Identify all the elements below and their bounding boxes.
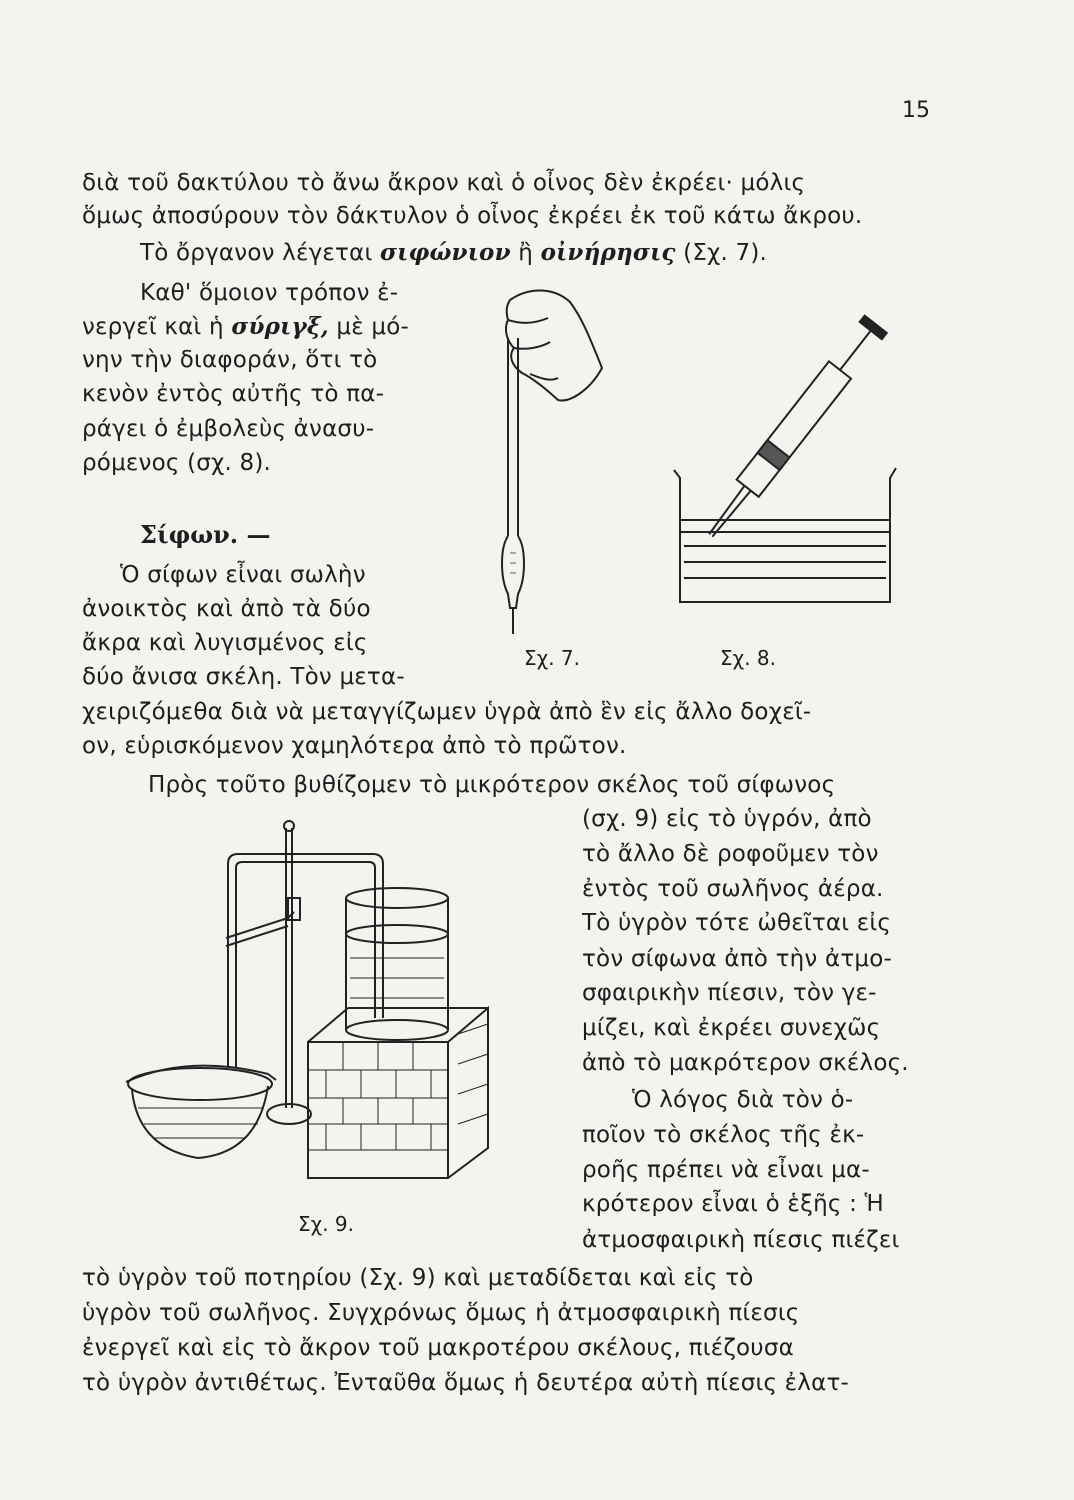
- text-line: Τὸ ὑγρὸν τότε ὠθεῖται εἰς: [582, 910, 892, 936]
- text-line: δύο ἄνισα σκέλη. Τὸν μετα-: [82, 664, 405, 690]
- text-line: τὸ ὑγρὸν τοῦ ποτηρίου (Σχ. 9) καὶ μεταδίδεται καὶ εἰς τὸ: [82, 1265, 754, 1291]
- text-line: Ὁ σίφων εἶναι σωλὴν: [120, 562, 366, 588]
- text-line: ἐνεργεῖ καὶ εἰς τὸ ἄκρον τοῦ μακροτέρου σκέλους, πιέζουσα: [82, 1335, 794, 1361]
- text-line: κρότερον εἶναι ὁ ἑξῆς : Ἡ: [582, 1191, 884, 1217]
- text-line: ον, εὑρισκόμενον χαμηλότερα ἀπὸ τὸ πρῶτον.: [82, 733, 627, 759]
- text-line: ἀνοικτὸς καὶ ἀπὸ τὰ δύο: [82, 596, 371, 622]
- text-line: τὸν σίφωνα ἀπὸ τὴν ἀτμο-: [582, 946, 892, 972]
- text-line: ποῖον τὸ σκέλος τῆς ἐκ-: [582, 1122, 865, 1148]
- text-line: ρόμενος (σχ. 8).: [82, 450, 272, 476]
- text-line: ἀτμοσφαιρικὴ πίεσις πιέζει: [582, 1227, 900, 1253]
- figure-8-caption: Σχ. 8.: [720, 646, 776, 670]
- figure-8-syringe-illustration: [660, 310, 930, 615]
- term-oinirisis: οἰνήρησις: [540, 239, 676, 266]
- text-line: ὅμως ἀποσύρουν τὸν δάκτυλον ὁ οἶνος ἐκρέει ἐκ τοῦ κάτω ἄκρου.: [82, 203, 863, 229]
- text-line: Καθ' ὅμοιον τρόπον ἐ-: [140, 280, 399, 306]
- figure-9-caption: Σχ. 9.: [298, 1212, 354, 1236]
- text-line: τὸ ὑγρὸν ἀντιθέτως. Ἐνταῦθα ὅμως ἡ δευτέρα αὐτὴ πίεσις ἐλατ-: [82, 1370, 850, 1396]
- term-syrinx: σύριγξ,: [231, 313, 329, 340]
- text-line: ροῆς πρέπει νὰ εἶναι μα-: [582, 1157, 870, 1183]
- text-line: ἐντὸς τοῦ σωλῆνος ἀέρα.: [582, 876, 884, 902]
- text-line: Τὸ ὄργανον λέγεται σιφώνιον ἢ οἰνήρησις (Σχ. 7).: [140, 239, 768, 266]
- page-number: 15: [902, 98, 930, 123]
- section-heading: Σίφων. —: [140, 520, 271, 549]
- text-line: ὑγρὸν τοῦ σωλῆνος. Συγχρόνως ὅμως ἡ ἀτμοσφαιρικὴ πίεσις: [82, 1300, 800, 1326]
- text-line: κενὸν ἐντὸς αὐτῆς τὸ πα-: [82, 381, 385, 407]
- text-line: διὰ τοῦ δακτύλου τὸ ἄνω ἄκρον καὶ ὁ οἶνος δὲν ἐκρέει· μόλις: [82, 170, 806, 196]
- text-line: νην τὴν διαφοράν, ὅτι τὸ: [82, 347, 378, 373]
- text-line: χειριζόμεθα διὰ νὰ μεταγγίζωμεν ὑγρὰ ἀπὸ ἓν εἰς ἄλλο δοχεῖ-: [82, 699, 812, 725]
- text-line: Ὁ λόγος διὰ τὸν ὁ-: [632, 1087, 854, 1113]
- figure-7-pipette-illustration: [470, 278, 620, 638]
- term-siphonion: σιφώνιον: [379, 239, 511, 266]
- text-line: Πρὸς τοῦτο βυθίζομεν τὸ μικρότερον σκέλος τοῦ σίφωνος: [148, 772, 836, 798]
- text-line: νεργεῖ καὶ ἡ σύριγξ, μὲ μό-: [82, 313, 409, 340]
- figure-7-caption: Σχ. 7.: [524, 646, 580, 670]
- figure-9-siphon-illustration: [118, 818, 500, 1196]
- text-line: σφαιρικὴν πίεσιν, τὸν γε-: [582, 980, 877, 1006]
- text-line: ἀπὸ τὸ μακρότερον σκέλος.: [582, 1050, 909, 1076]
- text-line: τὸ ἄλλο δὲ ροφοῦμεν τὸν: [582, 841, 879, 867]
- text-line: (σχ. 9) εἰς τὸ ὑγρόν, ἀπὸ: [582, 806, 872, 832]
- text-line: ἄκρα καὶ λυγισμένος εἰς: [82, 630, 368, 656]
- text-line: ράγει ὁ ἐμβολεὺς ἀνασυ-: [82, 416, 375, 442]
- text-line: μίζει, καὶ ἐκρέει συνεχῶς: [582, 1015, 881, 1041]
